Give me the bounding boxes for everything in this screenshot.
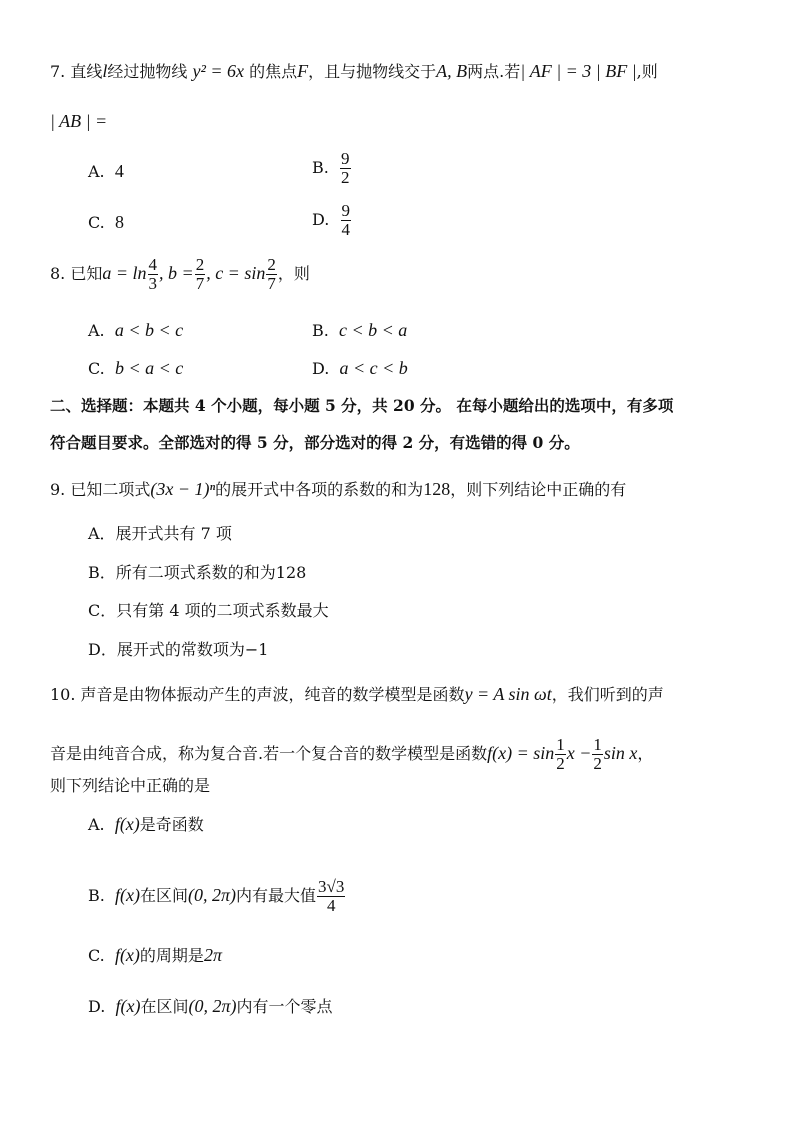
option-label: B. <box>312 158 329 177</box>
q9-number: 9. <box>50 480 66 499</box>
fraction <box>592 736 603 773</box>
option-math: f(x) <box>115 885 140 905</box>
option-value: a < b < c <box>114 320 184 340</box>
q7-stem-line2 <box>50 110 107 133</box>
q7-text: 经过抛物线 <box>107 62 188 81</box>
q7-option-a <box>88 160 124 183</box>
q9-text: ，则下列结论中正确的有 <box>450 480 627 499</box>
q9-option-d: D．展开式的常数项为−1 <box>88 640 269 659</box>
fraction-numerator: 4 <box>148 255 158 274</box>
q10-stem <box>50 683 664 706</box>
q9-option-a: A．展开式共有 7 项 <box>88 524 232 543</box>
fraction-numerator: 1 <box>556 735 565 754</box>
q10-stem-line2 <box>50 736 653 773</box>
q8-option-c <box>88 357 183 380</box>
fraction-denominator: 3 <box>148 274 158 293</box>
option-math: (0, 2π) <box>188 996 237 1016</box>
fraction <box>340 150 351 187</box>
q7-option-d <box>312 202 352 239</box>
option-label: D. <box>88 997 106 1016</box>
q7-stem <box>50 60 658 83</box>
q10-math: sin x <box>603 743 638 763</box>
q8-option-a <box>88 319 183 342</box>
option-label: C. <box>88 213 105 232</box>
fraction-denominator: 4 <box>341 220 351 239</box>
section-heading: 二、选择题：本题共 4 个小题，每小题 5 分，共 20 分。 在每小题给出的选项中，有多项 <box>50 396 674 415</box>
fraction-numerator: 9 <box>341 201 351 220</box>
option-math: f(x) <box>115 996 141 1016</box>
q8-math: , b = <box>159 263 194 283</box>
q10-option-b <box>88 878 346 915</box>
option-label: D. <box>312 210 330 229</box>
q7-math: F <box>297 61 309 81</box>
fraction-numerator: 2 <box>195 255 205 274</box>
q7-text: ，且与抛物线交于 <box>308 62 437 81</box>
option-label: A. <box>88 162 105 181</box>
option-label: A. <box>88 321 105 340</box>
option-value: 4 <box>114 161 124 181</box>
q10-option-d <box>88 995 333 1018</box>
fraction <box>195 256 206 293</box>
option-value: 8 <box>114 212 124 232</box>
q10-option-c <box>88 944 222 967</box>
q10-text: 声音是由物体振动产生的声波，纯音的数学模型是函数 <box>80 685 465 704</box>
q7-text: 直线 <box>70 62 103 81</box>
option-value: b < a < c <box>114 358 184 378</box>
section-heading-line2: 符合题目要求。全部选对的得 5 分，部分选对的得 2 分，有选错的得 0 分。 <box>50 433 580 452</box>
q9-stem <box>50 478 626 501</box>
q7-option-c <box>88 211 124 234</box>
fraction-numerator: 9 <box>341 149 350 168</box>
q9-text: 的展开式中各项的系数的和为 <box>215 480 424 499</box>
option-text: 在区间 <box>140 997 189 1016</box>
option-math: 2π <box>203 945 222 965</box>
q7-text: 两点.若 <box>467 62 521 81</box>
q10-math: y = A sin ωt <box>464 684 552 704</box>
q8-text: ，则 <box>277 264 310 283</box>
q8-option-b <box>312 319 407 342</box>
q7-option-b <box>312 150 352 187</box>
q8-math: a = ln <box>102 263 147 283</box>
fraction <box>317 878 345 915</box>
q10-text: ， <box>637 744 654 763</box>
q9-option-c: C．只有第 4 项的二项式系数最大 <box>88 601 329 620</box>
q7-math: y² = 6x <box>192 61 245 81</box>
q9-math: (3x − 1)ⁿ <box>150 479 216 499</box>
q8-stem <box>50 256 310 293</box>
q10-option-a <box>88 813 204 836</box>
option-label: B. <box>312 321 329 340</box>
fraction-denominator: 2 <box>556 754 565 773</box>
option-text: 在区间 <box>140 886 189 905</box>
q7-text: 的焦点 <box>249 62 298 81</box>
q8-text: 已知 <box>70 264 103 283</box>
q7-math: A, B <box>436 61 468 81</box>
option-text: 内有最大值 <box>236 886 317 905</box>
q8-math: , c = sin <box>206 263 266 283</box>
option-label: B. <box>88 886 105 905</box>
option-math: (0, 2π) <box>188 885 237 905</box>
option-label: C. <box>88 359 105 378</box>
fraction-numerator: 1 <box>593 735 602 754</box>
q7-math: | AF | = 3 | BF | <box>520 61 637 81</box>
fraction <box>266 256 277 293</box>
q9-text: 已知二项式 <box>70 480 151 499</box>
fraction <box>341 202 352 239</box>
q9-math: 128 <box>423 479 451 499</box>
option-label: D. <box>312 359 330 378</box>
q8-number: 8. <box>50 264 66 283</box>
q7-math: l <box>102 61 108 81</box>
option-value: c < b < a <box>339 320 408 340</box>
q10-stem-line3: 则下列结论中正确的是 <box>50 776 211 795</box>
fraction <box>555 736 566 773</box>
fraction-denominator: 7 <box>267 274 276 293</box>
q10-number: 10. <box>50 685 76 704</box>
option-label: C. <box>88 946 105 965</box>
fraction-numerator: 3√3 <box>318 877 345 896</box>
q10-math: x − <box>566 743 592 763</box>
option-text: 内有一个零点 <box>236 997 333 1016</box>
option-text: 的周期是 <box>139 946 204 965</box>
option-label: A. <box>88 815 105 834</box>
q9-option-b: B．所有二项式系数的和为128 <box>88 563 307 582</box>
fraction-denominator: 7 <box>195 274 205 293</box>
option-math: f(x) <box>114 945 140 965</box>
option-text: 是奇函数 <box>139 815 204 834</box>
fraction-numerator: 2 <box>267 255 276 274</box>
q10-text: ，我们听到的声 <box>551 685 664 704</box>
q7-text: ,则 <box>636 62 658 81</box>
fraction <box>148 256 159 293</box>
q10-math: f(x) = sin <box>487 743 555 763</box>
option-value: a < c < b <box>339 358 408 378</box>
option-math: f(x) <box>114 814 140 834</box>
q8-option-d <box>312 357 408 380</box>
q7-number: 7. <box>50 62 66 81</box>
fraction-denominator: 4 <box>326 896 336 915</box>
q7-math: | AB | = <box>50 111 108 131</box>
fraction-denominator: 2 <box>593 754 602 773</box>
q10-text: 音是由纯音合成，称为复合音.若一个复合音的数学模型是函数 <box>50 744 488 763</box>
fraction-denominator: 2 <box>341 168 350 187</box>
